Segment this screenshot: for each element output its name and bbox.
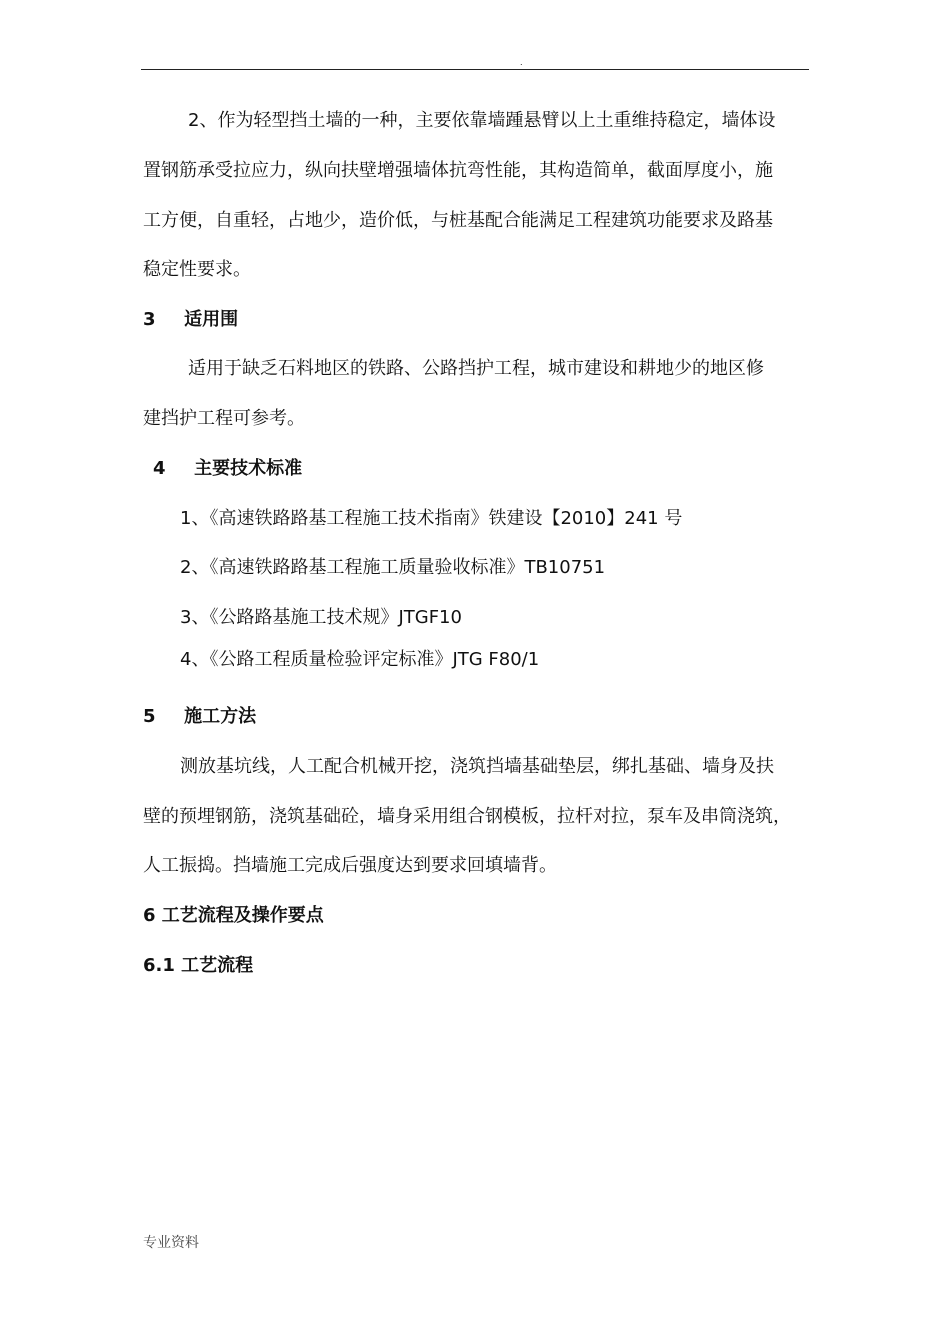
section-number: 4 [153,458,166,479]
section-number: 5 [143,706,156,727]
section-title: 施工方法 [184,706,257,727]
list-item: 4、《公路工程质量检验评定标准》JTG F80/1 [180,649,540,670]
paragraph-line: 壁的预埋钢筋，浇筑基础砼，墙身采用组合钢模板，拉杆对拉，泵车及串筒浇筑， [143,806,791,827]
header-rule [141,69,809,70]
section-heading [153,456,302,482]
section-title: 主要技术标准 [194,458,303,479]
paragraph-line: 人工振捣。挡墙施工完成后强度达到要求回填墙背。 [143,855,557,876]
paragraph-line: 建挡护工程可参考。 [143,408,305,429]
section-title: 适用围 [184,309,239,330]
section-heading [143,704,256,730]
header-mark: . [520,58,523,67]
list-item: 3、《公路路基施工技术规》JTGF10 [180,607,462,628]
paragraph-line: 稳定性要求。 [143,259,251,280]
section-number: 3 [143,309,156,330]
list-item: 1、《高速铁路路基工程施工技术指南》铁建设【2010】241 号 [180,508,683,529]
paragraph-line: 测放基坑线，人工配合机械开挖，浇筑挡墙基础垫层，绑扎基础、墙身及扶 [180,756,774,777]
subsection-heading: 6.1 工艺流程 [143,955,254,976]
list-item: 2、《高速铁路路基工程施工质量验收标准》TB10751 [180,557,606,578]
paragraph-line: 适用于缺乏石料地区的铁路、公路挡护工程，城市建设和耕地少的地区修 [188,358,764,379]
section-heading: 6 工艺流程及操作要点 [143,905,324,926]
paragraph-line: 置钢筋承受拉应力，纵向扶壁增强墙体抗弯性能，其构造简单，截面厚度小，施 [143,160,773,181]
paragraph-line: 工方便，自重轻，占地少，造价低，与桩基配合能满足工程建筑功能要求及路基 [143,210,773,231]
footer-label: 专业资料 [143,1235,199,1251]
section-heading [143,307,238,333]
paragraph-line: 2、作为轻型挡土墙的一种，主要依靠墙踵悬臂以上土重维持稳定，墙体设 [188,110,776,131]
